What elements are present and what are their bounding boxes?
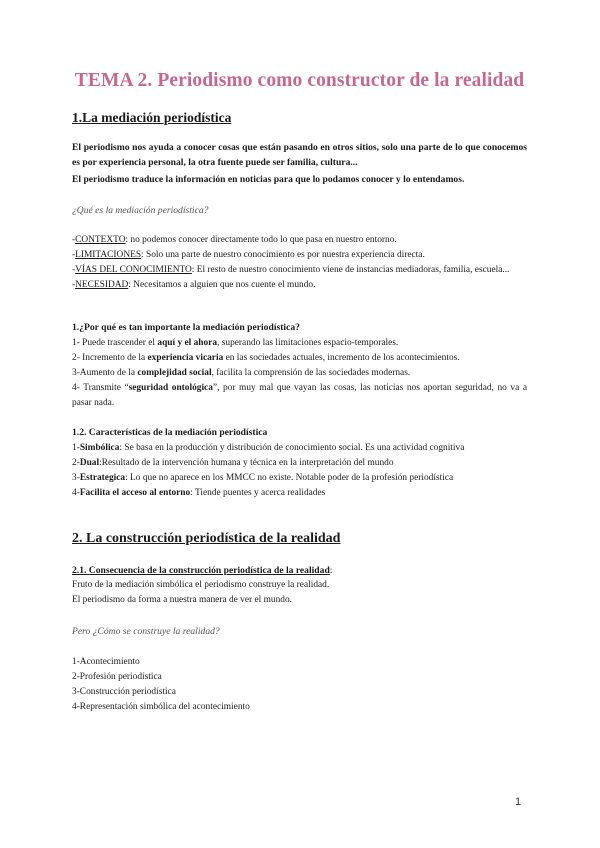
page-title: TEMA 2. Periodismo como constructor de la realidad xyxy=(74,70,525,91)
list-item: -VÍAS DEL CONOCIMIENTO: El resto de nuestro conocimiento viene de instancias mediadoras, familia, escuela... xyxy=(72,265,510,275)
list-item: 2-Profesión periodística xyxy=(72,672,162,682)
section-1-2-heading: 1.2. Características de la mediación periodística xyxy=(72,427,268,438)
list-term: LIMITACIONES xyxy=(75,250,142,260)
mediation-question: ¿Qué es la mediación periodística? xyxy=(72,205,209,216)
paragraph: El periodismo da forma a nuestra manera de ver el mundo. xyxy=(72,595,292,605)
list-item: 4-Facilita el acceso al entorno: Tiende puentes y acerca realidades xyxy=(72,488,326,498)
list-item: 2- Incremento de la experiencia vicaria en las sociedades actuales, incremento de los acontecimientos. xyxy=(72,353,460,363)
list-item: 3-Estrategica: Lo que no aparece en los MMCC no existe. Notable poder de la profesión periodística xyxy=(72,473,454,483)
section-1-1-heading: 1.¿Por qué es tan importante la mediación periodística? xyxy=(72,322,300,333)
section-1-heading: 1.La mediación periodística xyxy=(72,110,232,125)
page-number: 1 xyxy=(515,796,522,808)
intro-paragraph-1: El periodismo nos ayuda a conocer cosas que están pasando en otros sitios, solo una parte de lo que conocemos es por experiencia personal, la otra fuente puede ser familia, cultura... xyxy=(72,142,527,168)
list-item: 4-Representación simbólica del acontecimiento xyxy=(72,702,250,712)
list-term: NECESIDAD xyxy=(75,280,129,290)
list-term: VÍAS DEL CONOCIMIENTO xyxy=(75,265,192,275)
list-item: 3-Construcción periodística xyxy=(72,687,176,697)
section-2-heading: 2. La construcción periodística de la realidad xyxy=(72,531,341,546)
list-term: CONTEXTO xyxy=(75,235,126,245)
list-item: 2-Dual:Resultado de la intervención humana y técnica en la interpretación del mundo xyxy=(72,458,394,468)
list-item: 1- Puede trascender el aquí y el ahora, superando las limitaciones espacio-temporales. xyxy=(72,338,399,348)
construction-question: Pero ¿Cómo se construye la realidad? xyxy=(72,626,220,637)
list-item: -LIMITACIONES: Solo una parte de nuestro conocimiento es por nuestra experiencia directa. xyxy=(72,250,425,260)
list-item: -CONTEXTO: no podemos conocer directamente todo lo que pasa en nuestro entorno. xyxy=(72,235,397,245)
intro-paragraph-2: El periodismo traduce la información en noticias para que lo podamos conocer y lo entendamos. xyxy=(72,174,465,185)
list-item: 1-Acontecimiento xyxy=(72,657,140,667)
section-2-1-heading: 2.1. Consecuencia de la construcción periodística de la realidad: xyxy=(72,565,333,576)
list-item: 3-Aumento de la complejidad social, facilita la comprensión de las sociedades modernas. xyxy=(72,368,411,378)
paragraph: Fruto de la mediación simbólica el periodismo construye la realidad. xyxy=(72,580,330,590)
list-item: 4- Transmite “seguridad ontológica”, por muy mal que vayan las cosas, las noticias nos aportan seguridad, no va a pasar nada. xyxy=(72,383,527,408)
list-item: -NECESIDAD: Necesitamos a alguien que nos cuente el mundo. xyxy=(72,280,316,290)
list-item: 1-Simbólica: Se basa en la producción y distribución de conocimiento social. Es una actividad cognitiva xyxy=(72,443,465,453)
